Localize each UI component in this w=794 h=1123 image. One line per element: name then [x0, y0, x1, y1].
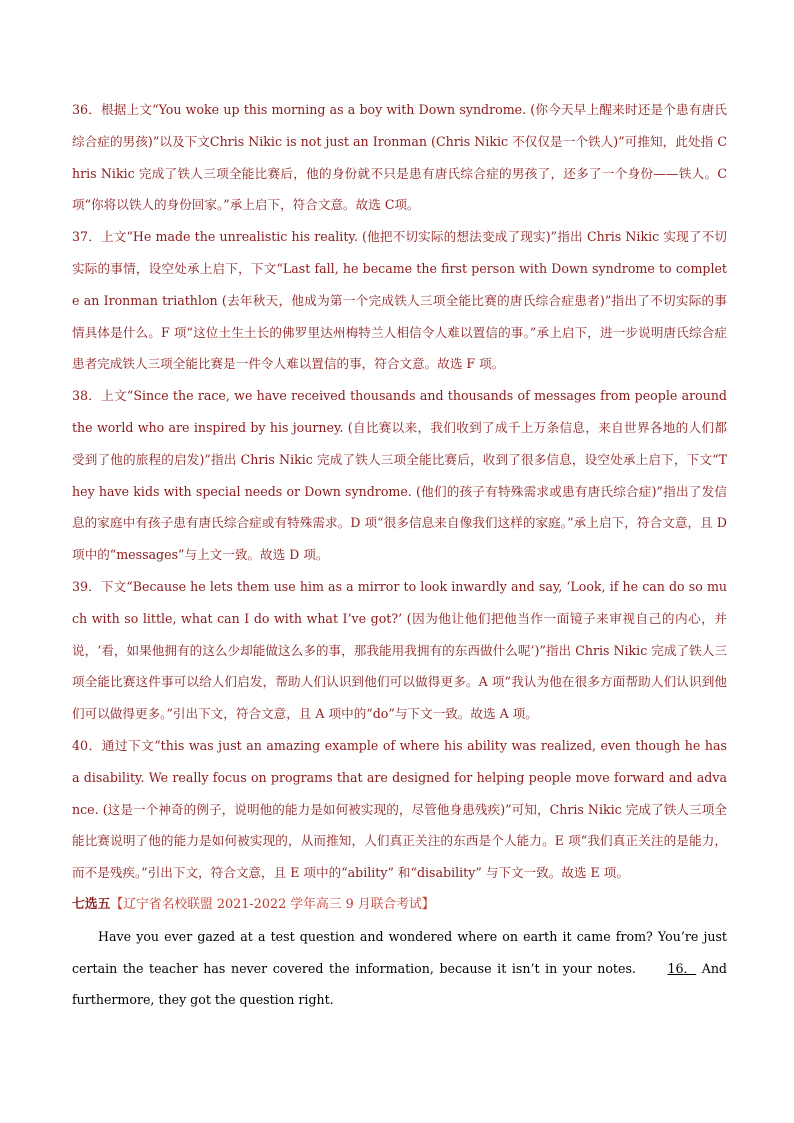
blank-16: 16． [667, 960, 697, 976]
explanation-40: 40．通过下文“this was just an amazing example of where his ability was realized, even though he has a disability. We really focus on programs that are designed for helping people move forward and advance. (这是一个神奇的例子，说明他的能力是如何被实现的，尽管他身患残疾)”可知，Chris Nikic 完成了铁人三项全能比赛说明了他的能力是如何被实现的，从而推知，人们真正关注的东西是个人能力。E 项“我们真正关注的是能力，而不是残疾。”引出下文，符合文意，且 E 项中的“ability” 和“disability” 与下文一致。故选 E 项。 [72, 737, 727, 881]
section-source: 【辽宁省名校联盟 2021-2022 学年高三 9 月联合考试】 [110, 896, 435, 912]
explanation-36: 36．根据上文“You woke up this morning as a boy with Down syndrome. (你今天早上醒来时还是个患有唐氏综合症的男孩)”以及下文Chris Nikic is not just an Ironman (Chris Nikic 不仅仅是一个铁人)”可推知，此处指 Chris Nikic 完成了铁人三项全能比赛后，他的身份就不只是患有唐氏综合症的男孩了，还多了一个身份——铁人。C项“你将以铁人的身份回家。”承上启下，符合文意。故选 C项。 [72, 102, 727, 213]
document-page [72, 94, 727, 1016]
explanation-39: 39．下文“Because he lets them use him as a mirror to look inwardly and say, ‘Look, if he can do so much with so little, what can I do with what I’ve got?’ (因为他让他们把他当作一面镜子来审视自己的内心，并说，‘看，如果他拥有的这么少却能做这么多的事，那我能用我拥有的东西做什么呢’)”指出 Chris Nikic 完成了铁人三项全能比赛这件事可以给人们启发，帮助人们认识到他们可以做得更多。A 项“我认为他在很多方面帮助人们认识到他们可以做得更多。”引出下文，符合文意，且 A 项中的“do”与下文一致。故选 A 项。 [72, 578, 727, 722]
section-header [72, 889, 727, 921]
reading-passage [72, 921, 727, 1016]
explanation-37: 37．上文“He made the unrealistic his reality. (他把不切实际的想法变成了现实)”指出 Chris Nikic 实现了不切实际的事情，设空处承上启下，下文“Last fall, he became the first person with Down syndrome to complete an Ironman triathlon (去年秋天，他成为第一个完成铁人三项全能比赛的唐氏综合症患者)”指出了不切实际的事情具体是什么。F 项“这位土生土长的佛罗里达州梅特兰人相信令人难以置信的事。”承上启下，进一步说明唐氏综合症患者完成铁人三项全能比赛是一件令人难以置信的事，符合文意。故选 F 项。 [72, 229, 727, 372]
passage-text-before: Have you ever gazed at a test question and wondered where on earth it came from? You’re just certain the teacher has never covered the information, because it isn’t in your notes. [72, 928, 727, 976]
section-label: 七选五 [72, 896, 111, 912]
explanation-38: 38．上文“Since the race, we have received thousands and thousands of messages from people around the world who are inspired by his journey. (自比赛以来，我们收到了成千上万条信息，来自世界各地的人们都受到了他的旅程的启发)”指出 Chris Nikic 完成了铁人三项全能比赛后，收到了很多信息，设空处承上启下，下文“They have kids with special needs or Down syndrome. (他们的孩子有特殊需求或患有唐氏综合症)”指出了发信息的家庭中有孩子患有唐氏综合症或有特殊需求。D 项“很多信息来自像我们这样的家庭。”承上启下，符合文意，且 D 项中的“messages”与上文一致。故选 D 项。 [72, 388, 727, 563]
passage-text-after: And furthermore, they got the question right. [72, 960, 727, 1008]
